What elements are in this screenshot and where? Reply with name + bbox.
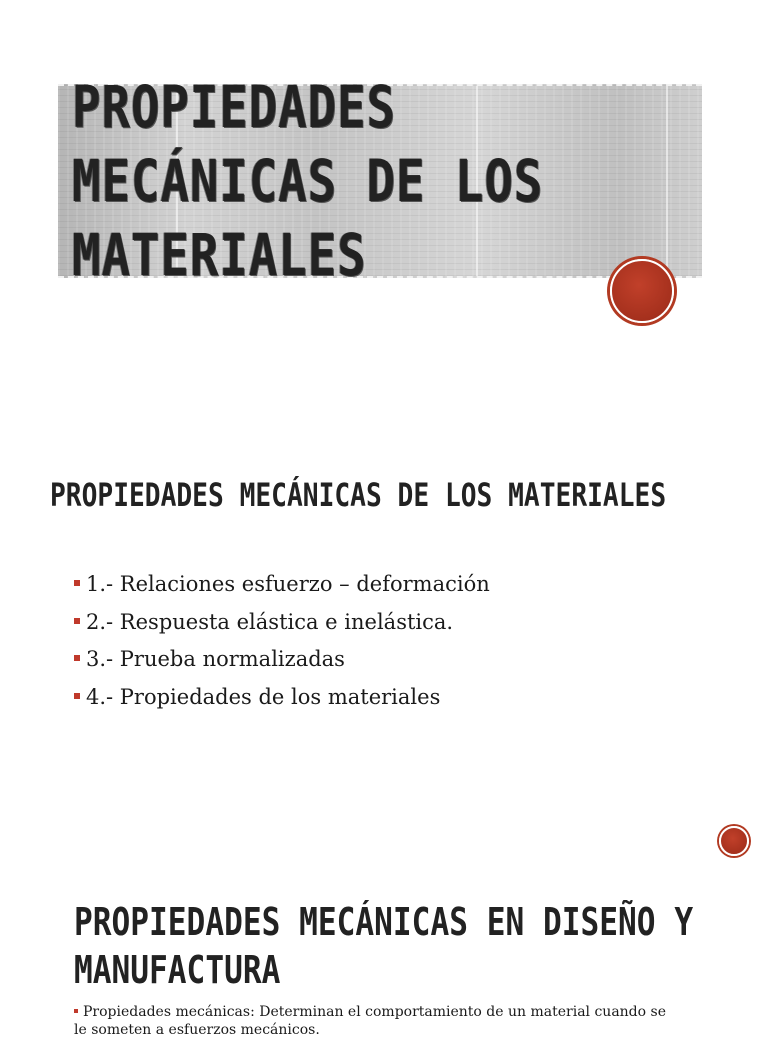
design-heading <box>74 898 693 994</box>
decorative-circle-icon <box>719 826 749 856</box>
list-item-text: le someten a esfuerzos mecánicos. <box>74 1022 320 1038</box>
square-bullet-icon <box>74 580 80 586</box>
list-item-text: 1.- Relaciones esfuerzo – deformación <box>86 572 490 596</box>
list-item-text: Propiedades mecánicas: Determinan el comportamiento de un material cuando se <box>83 1004 666 1020</box>
list-item <box>74 641 490 679</box>
list-item-text: 4.- Propiedades de los materiales <box>86 684 441 709</box>
title-line: MECÁNICAS DE LOS <box>72 147 544 215</box>
list-item <box>74 679 490 717</box>
index-slide <box>0 380 768 870</box>
square-bullet-icon <box>74 693 80 699</box>
square-bullet-icon <box>74 618 80 624</box>
list-item <box>74 1003 666 1021</box>
title-line: PROPIEDADES <box>72 73 396 141</box>
slide-title <box>72 70 564 292</box>
index-heading: PROPIEDADES MECÁNICAS DE LOS MATERIALES <box>50 476 667 514</box>
design-slide <box>0 870 768 1038</box>
list-item-text: 2.- Respuesta elástica e inelástica. <box>86 609 454 634</box>
heading-line: PROPIEDADES MECÁNICAS EN DISEÑO Y <box>74 900 694 944</box>
list-item <box>74 1021 666 1039</box>
title-line: MATERIALES <box>72 221 367 289</box>
index-list <box>74 566 490 716</box>
square-bullet-icon <box>74 655 80 661</box>
list-item-text: 3.- Prueba normalizadas <box>86 647 345 671</box>
title-slide <box>0 0 768 380</box>
square-bullet-icon <box>74 1009 78 1013</box>
heading-line: MANUFACTURA <box>74 948 281 992</box>
list-item <box>74 566 490 604</box>
design-bullet-list <box>74 1003 666 1039</box>
decorative-circle-icon <box>610 259 674 323</box>
banner-seam <box>666 86 668 276</box>
list-item <box>74 604 490 642</box>
